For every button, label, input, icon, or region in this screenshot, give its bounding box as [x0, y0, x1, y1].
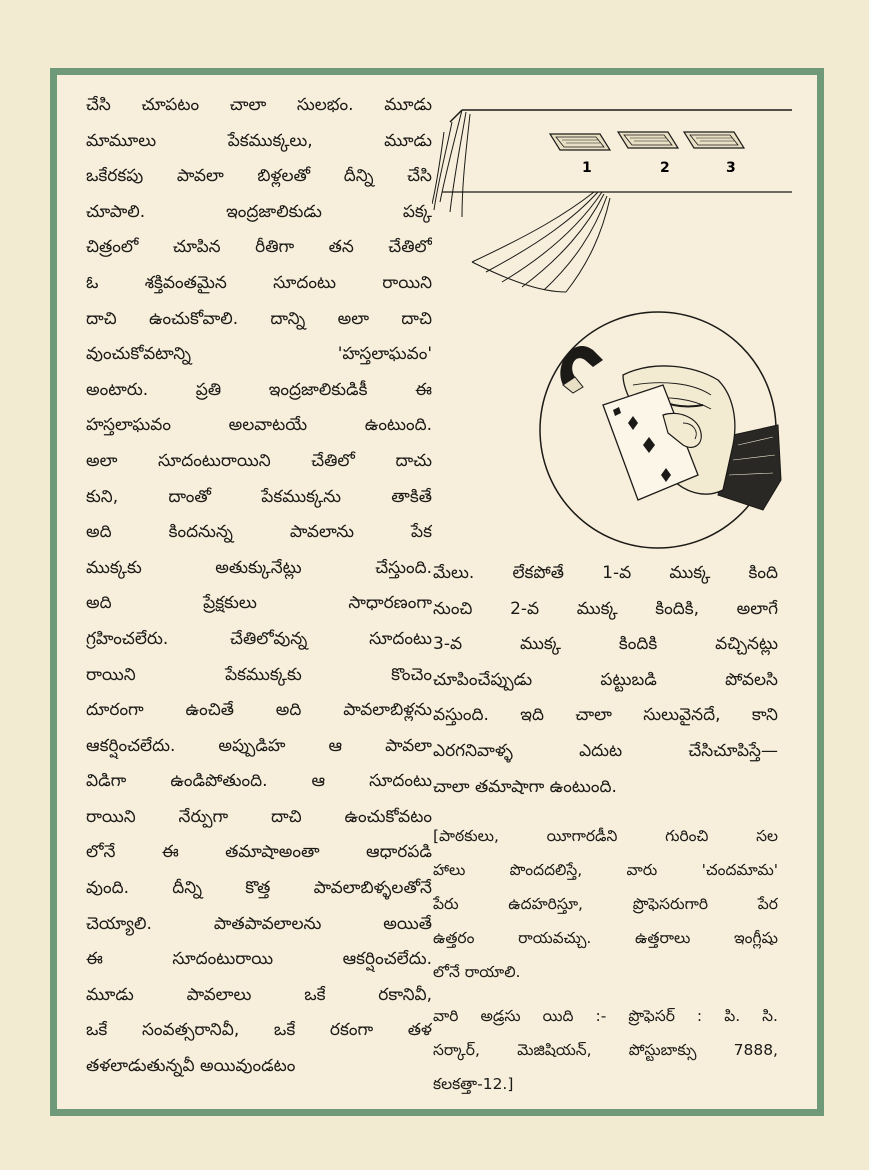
left-line: ఒకేరకపు పావలా బిళ్లలతో దీన్ని చేసి	[86, 166, 432, 187]
left-line: లోనే ఈ తమాషాఅంతా ఆధారపడి	[86, 842, 432, 863]
address-credit	[433, 999, 778, 1101]
left-line: వుంచుకోవటాన్ని 'హస్తలాఘవం'	[86, 344, 432, 365]
card-number-1: 1	[582, 160, 592, 176]
note-line: ఉత్తరం రాయవచ్చు. ఉత్తరాలు ఇంగ్లీషు	[433, 929, 778, 948]
left-line: ఈ సూదంటురాయి ఆకర్షించలేదు.	[86, 949, 432, 970]
left-line: మామూలు పేకముక్కలు, మూడు	[86, 130, 432, 151]
left-line: రాయిని పేకముక్కకు కొంచెం	[86, 664, 432, 685]
note-line: [పాఠకులు, యీగారడీని గురించి సల	[433, 827, 778, 846]
left-line: వుంది. దీన్ని కొత్త పావలాబిళ్ళలతోనే	[86, 878, 432, 899]
left-line: అది కిందనున్న పావలాను పేక	[86, 522, 432, 543]
card-1	[550, 134, 610, 150]
note-line: హాలు పొందదలిస్తే, వారు 'చందమామ'	[433, 861, 778, 880]
left-line: విడిగా ఉండిపోతుంది. ఆ సూదంటు	[86, 771, 432, 792]
left-line: ఒకే సంవత్సరానివీ, ఒకే రకంగా తళ	[86, 1020, 432, 1041]
card-3	[684, 132, 744, 148]
left-line: కుని, దాంతో పేకముక్కను తాకితే	[86, 486, 432, 507]
right-line: వస్తుంది. ఇది చాలా సులువైనదే, కాని	[433, 705, 778, 726]
left-line: మూడు పావలాలు ఒకే రకానివీ,	[86, 984, 432, 1005]
reader-note	[433, 819, 778, 989]
card-2	[618, 132, 678, 148]
left-line: చిత్రంలో చూపిన రీతిగా తన చేతిలో	[86, 237, 432, 258]
right-line: 3-వ ముక్క కిందికి వచ్చినట్లు	[433, 634, 778, 655]
right-line: ఎరగనివాళ్ళ ఎదుట చేసిచూపిస్తే—	[433, 740, 778, 761]
right-line: మేలు. లేకపోతే 1-వ ముక్క కింది	[433, 563, 778, 583]
right-line: చూపించేప్పుడు పట్టుబడి పోవలసి	[433, 669, 778, 690]
left-line: దూరంగా ఉంచితే అది పావలాబిళ్లను	[86, 700, 432, 721]
credit-line: వారి అడ్రసు యిది :- ప్రొఫెసర్ : పి. సి.	[433, 1007, 778, 1026]
right-line: చాలా తమాషాగా ఉంటుంది.	[433, 776, 617, 797]
left-line: అంటారు. ప్రతి ఇంద్రజాలికుడికీ ఈ	[86, 379, 432, 400]
left-line: చేసి చూపటం చాలా సులభం. మూడు	[86, 95, 432, 115]
right-text-column	[433, 556, 778, 1101]
left-line: హస్తలాఘవం అలవాటయే ఉంటుంది.	[86, 415, 432, 436]
note-line: పేరు ఉదహరిస్తూ, ప్రొఫెసరుగారి పేర	[433, 895, 778, 914]
left-text-column	[86, 88, 432, 1085]
card-number-3: 3	[726, 160, 736, 176]
left-line: ఆకర్షించలేదు. అప్పుడిహ ఆ పావలా	[86, 735, 432, 756]
note-line: లోనే రాయాలి.	[433, 963, 521, 982]
left-line: తళలాడుతున్నవీ అయివుండటం	[86, 1056, 296, 1077]
table-cards-illustration	[432, 92, 792, 312]
hand-magnet-illustration	[533, 305, 783, 555]
left-line: చెయ్యాలి. పాతపావలాలను అయితే	[86, 913, 432, 934]
credit-line: సర్కార్, మెజిషియన్, పోస్టుబాక్సు 7888,	[433, 1041, 778, 1060]
credit-line: కలకత్తా-12.]	[433, 1075, 514, 1094]
left-line: చూపాలి. ఇంద్రజాలికుడు పక్క	[86, 201, 432, 222]
right-line: నుంచి 2-వ ముక్క కిందికి, అలాగే	[433, 598, 778, 619]
left-line: రాయిని నేర్పుగా దాచి ఉంచుకోవటం	[86, 806, 432, 827]
left-line: అది ప్రేక్షకులు సాధారణంగా	[86, 593, 432, 614]
left-line: దాచి ఉంచుకోవాలి. దాన్ని అలా దాచి	[86, 308, 432, 329]
left-line: ముక్కకు అతుక్కునేట్లు చేస్తుంది.	[86, 557, 432, 578]
card-number-2: 2	[660, 160, 670, 176]
left-line: గ్రహించలేరు. చేతిలోవున్న సూదంటు	[86, 628, 432, 649]
right-paragraph	[433, 556, 778, 805]
left-line: అలా సూదంటురాయిని చేతిలో దాచు	[86, 450, 432, 471]
left-line: ఓ శక్తివంతమైన సూదంటు రాయిని	[86, 272, 432, 293]
